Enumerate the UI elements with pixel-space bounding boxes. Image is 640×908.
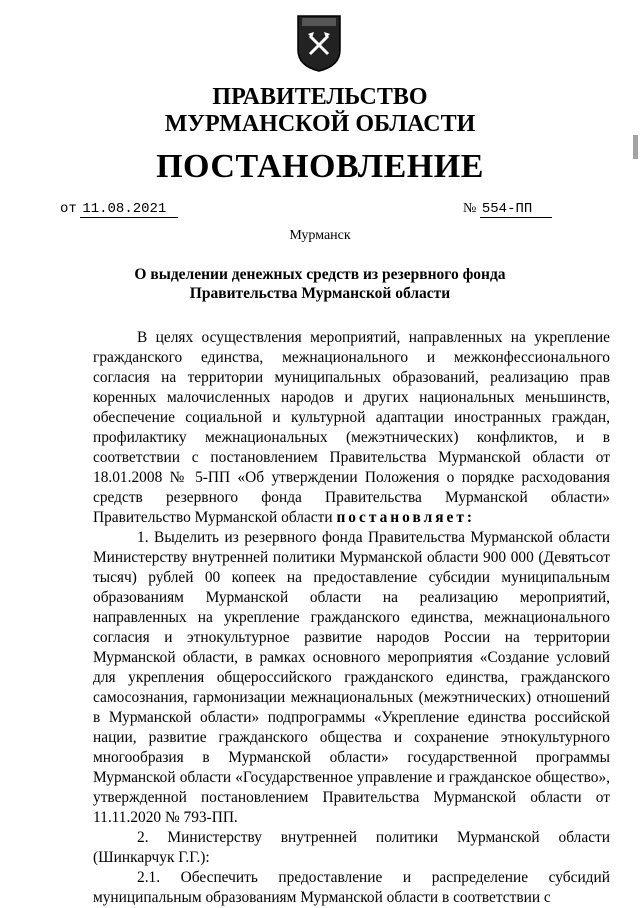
date-prefix: от (60, 201, 77, 217)
number-field (463, 201, 552, 218)
preamble-paragraph (93, 328, 610, 528)
preamble-text: В целях осуществления мероприятий, направленных на укрепление гражданского единства, межнационального и межконфессионального согласия на территории муниципальных образований, реализацию прав коренных малочисленных народов и других национальных меньшинств, обеспечение социальной и культурной адаптации иностранных граждан, профилактику межнациональных (межэтнических) конфликтов, и в соответствии с постановлением Правительства Мурманской области от 18.01.2008 № 5-ПП «Об утверждении Положения о порядке расходования средств резервного фонда Правительства Мурманской области» Правительство Мурманской области (93, 329, 610, 526)
scan-smudge (633, 135, 638, 159)
item-2-1-paragraph: 2.1. Обеспечить предоставление и распределение субсидий муниципальным образованиям Мурманской области в соответствии с (93, 869, 610, 906)
date-value: 11.08.2021 (80, 201, 178, 218)
government-line-2: МУРМАНСКОЙ ОБЛАСТИ (164, 111, 476, 137)
date-field (60, 201, 178, 218)
item-1-paragraph: 1. Выделить из резервного фонда Правительства Мурманской области Министерству внутренней политики Мурманской области 900 000 (Девятьсот тысяч) рублей 00 копеек на предоставление субсидии муниципальным образованиям Мурманской области на реализацию мероприятий, направленных на укрепление гражданского единства, межнационального согласия и этнокультурное развитие народов России на территории Мурманской области, в рамках основного мероприятия «Создание условий для укрепления общероссийского гражданского единства, гражданского самосознания, гармонизации межнациональных (межэтнических) отношений в Мурманской области» подпрограммы «Укрепление единства российской нации, развитие гражданского общества и сохранение этнокультурного многообразия в Мурманской области» государственной программы Мурманской области «Государственное управление и гражданское общество», утвержденной постановлением Правительства Мурманской области от 11.11.2020 № 793-ПП. (93, 529, 610, 826)
subject-line-1: О выделении денежных средств из резервного фонда (134, 266, 506, 283)
item-2-paragraph: 2. Министерству внутренней политики Мурманской области (Шинкарчук Г.Г.): (93, 829, 610, 866)
document-type-title: ПОСТАНОВЛЕНИЕ (156, 148, 484, 185)
document-subject (0, 265, 640, 303)
number-value: 554-ПП (480, 201, 552, 218)
coat-of-arms-icon (296, 14, 342, 72)
government-name (0, 84, 640, 138)
decree-word: постановляет: (336, 509, 476, 526)
number-prefix: № (463, 201, 477, 216)
city: Мурманск (289, 228, 351, 243)
government-line-1: ПРАВИТЕЛЬСТВО (212, 84, 428, 110)
document-body (93, 328, 610, 908)
subject-line-2: Правительства Мурманской области (189, 285, 451, 302)
